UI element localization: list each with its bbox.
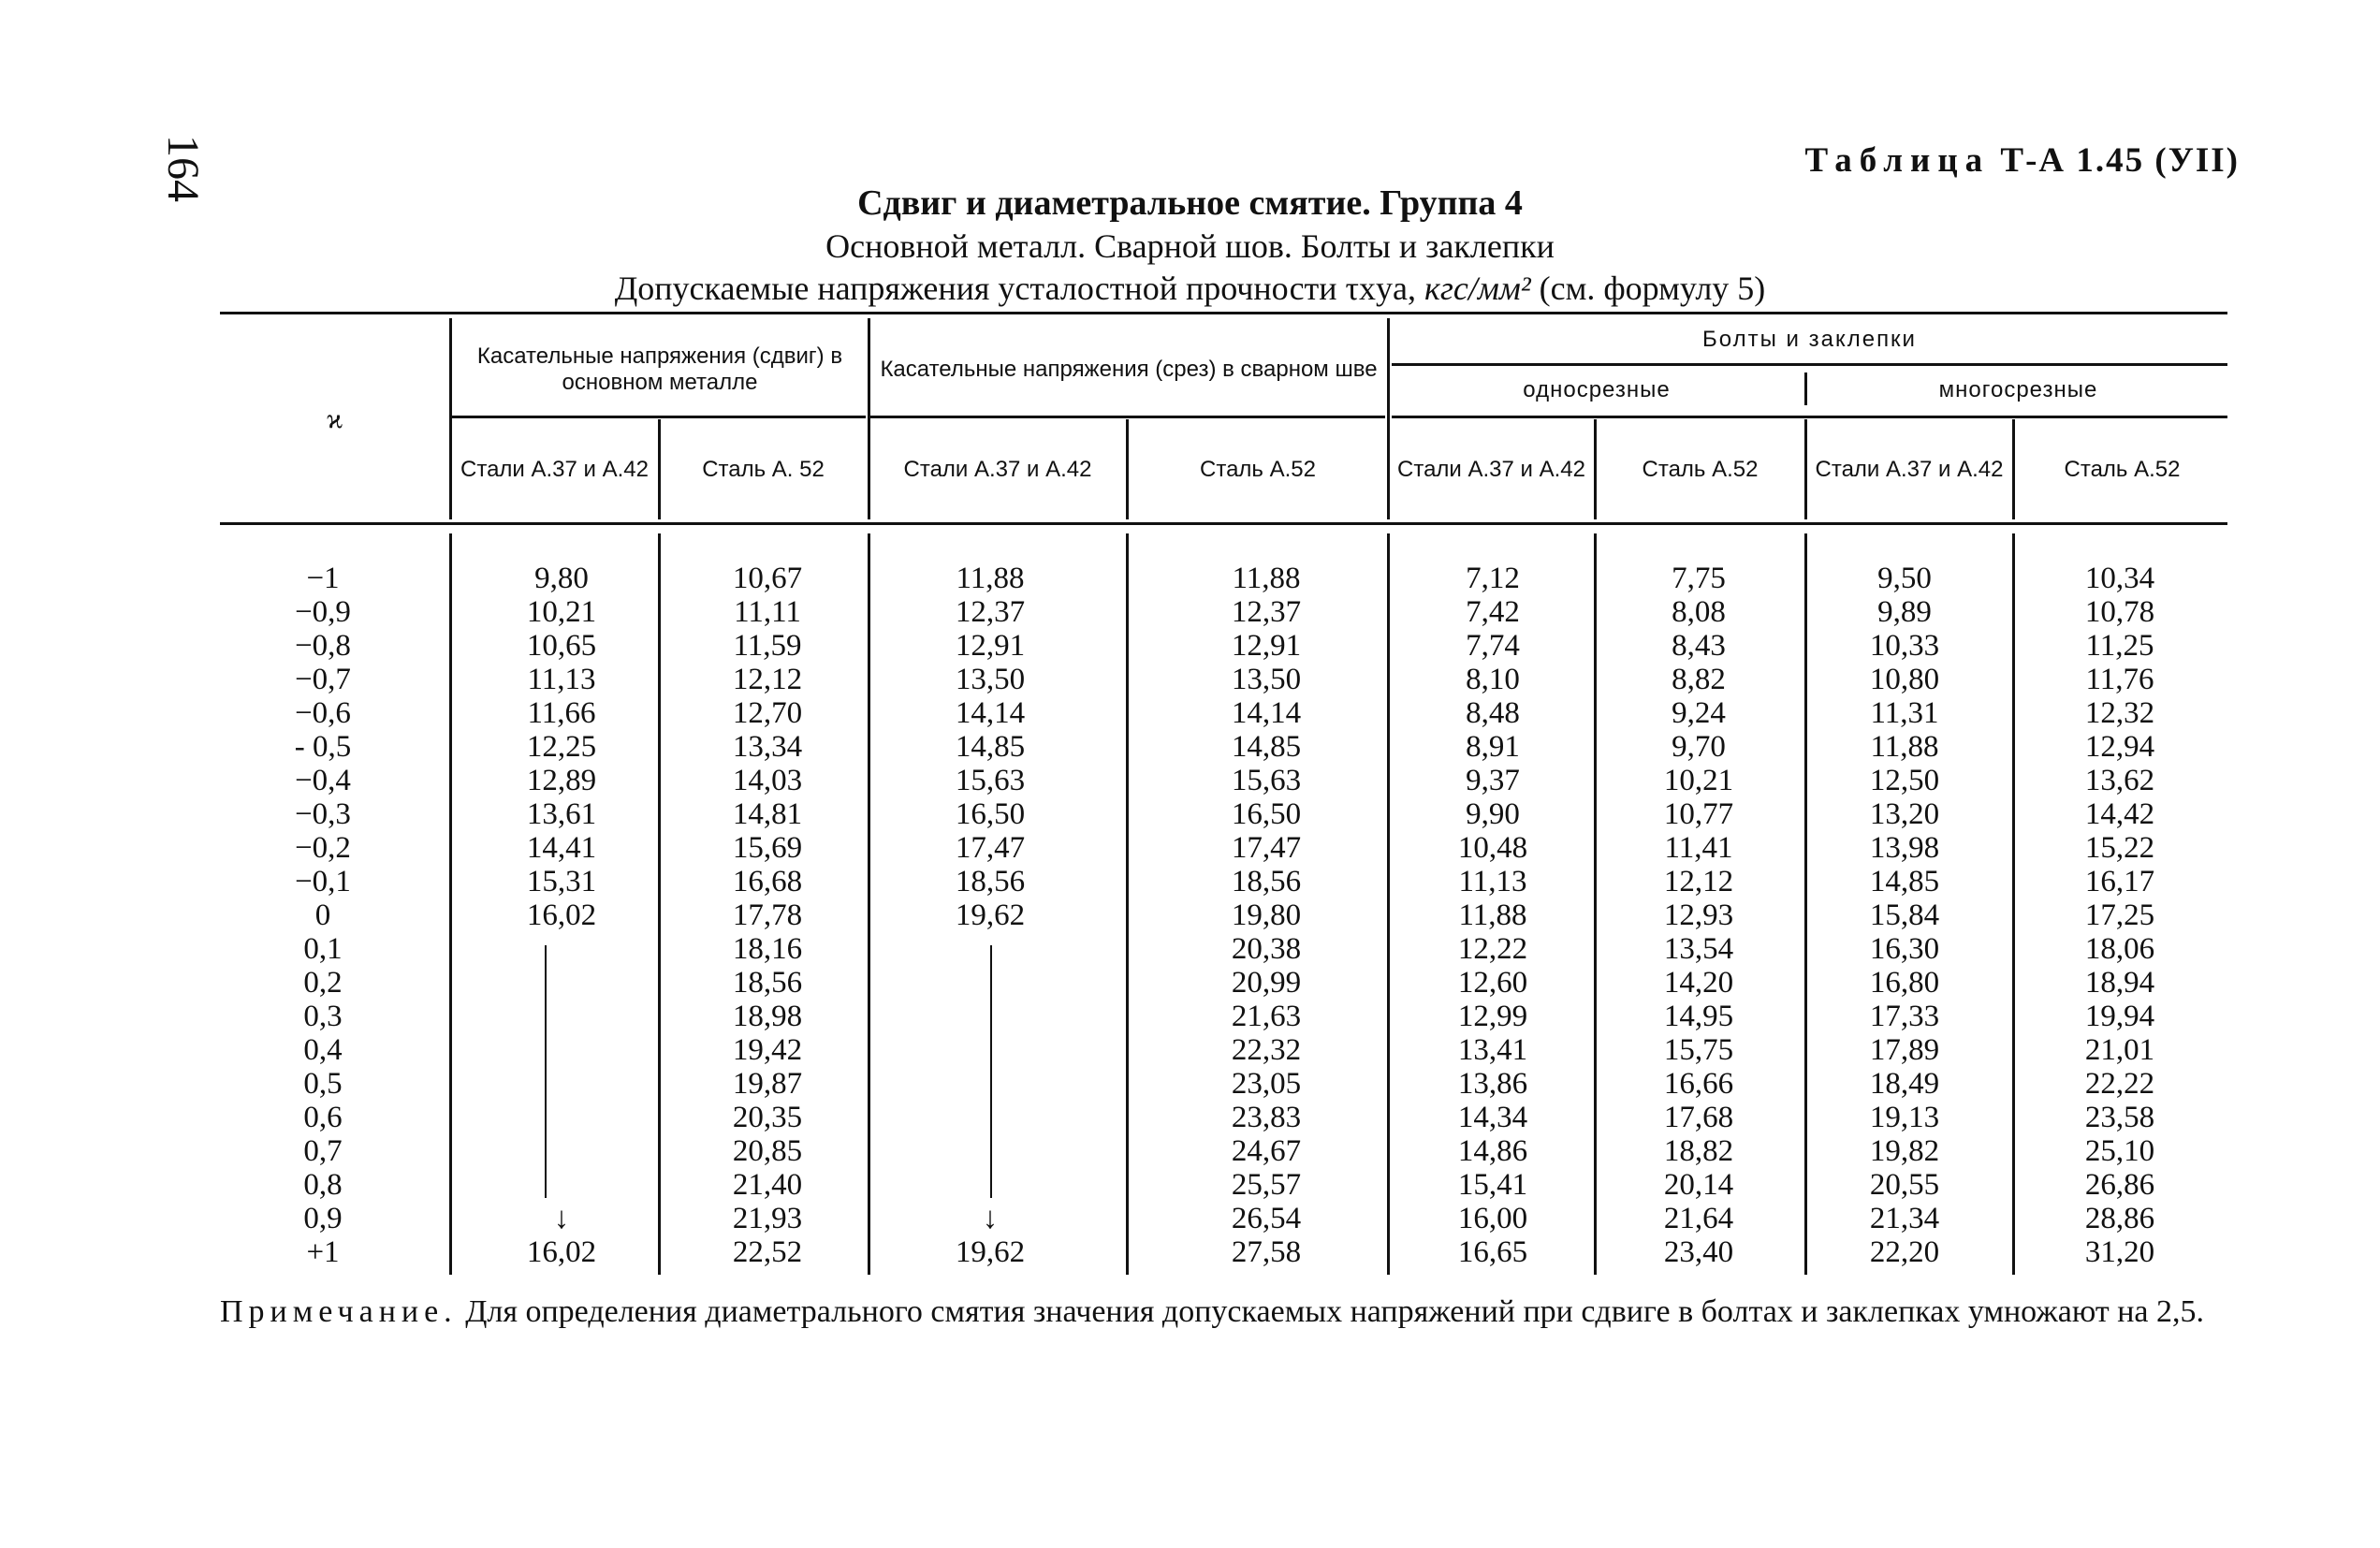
table-cell: 19,80: [1231, 898, 1302, 932]
table-cell: 0,3: [303, 1000, 343, 1033]
header-divider: [2012, 419, 2015, 519]
header-steel-52: Сталь А. 52: [702, 456, 825, 482]
header-steel-37-42: Стали А.37 и А.42: [1397, 456, 1585, 482]
table-cell: 13,98: [1869, 831, 1940, 865]
column-single-37-42: [1409, 562, 1577, 1269]
table-cell: 11,76: [2085, 663, 2154, 696]
body-divider: [658, 533, 661, 1275]
table-cell: [468, 932, 655, 966]
table-cell: 13,61: [526, 797, 597, 831]
table-cell: 15,75: [1663, 1033, 1734, 1067]
table-cell: 0,4: [303, 1033, 343, 1067]
table-cell: 12,12: [1663, 865, 1734, 898]
table-cell: 12,37: [1231, 595, 1302, 629]
table-cell: 13,34: [732, 730, 803, 764]
table-cell: 26,54: [1231, 1202, 1302, 1235]
table-cell: −0,3: [295, 797, 351, 831]
column-single-52: [1614, 562, 1783, 1269]
table-cell: 12,25: [526, 730, 597, 764]
table-cell: 16,66: [1663, 1067, 1734, 1101]
column-base-37-42: [468, 562, 655, 1269]
table-cell: [897, 1101, 1084, 1134]
table-cell: 13,50: [955, 663, 1026, 696]
table-number: [1804, 140, 2240, 181]
table-cell: 23,40: [1663, 1235, 1734, 1269]
header-kappa: ϰ: [327, 402, 343, 434]
table-cell: [468, 1101, 655, 1134]
table-cell: 19,82: [1869, 1134, 1940, 1168]
table-cell: 7,12: [1466, 562, 1520, 595]
header-divider: [1126, 419, 1129, 519]
table-cell: 0,9: [303, 1202, 343, 1235]
table-top-rule: [220, 312, 2227, 314]
header-shear-base: Касательные напряжения (сдвиг) в основном металле: [476, 343, 843, 395]
table-cell: 18,56: [955, 865, 1026, 898]
table-cell: 19,87: [732, 1067, 803, 1101]
note-text: Для определения диаметрального смятия значения допускаемых напряжений при сдвиге в болтах и заклепках умножают на 2,5.: [465, 1294, 2204, 1329]
table-cell: 26,86: [2084, 1168, 2155, 1202]
table-cell: 18,06: [2084, 932, 2155, 966]
column-base-52: [674, 562, 861, 1269]
table-cell: ↓: [553, 1202, 570, 1235]
table-cell: −0,4: [295, 764, 351, 797]
table-cell: 12,37: [955, 595, 1026, 629]
body-divider: [1594, 533, 1597, 1275]
table-cell: 18,98: [732, 1000, 803, 1033]
table-cell: 15,69: [732, 831, 803, 865]
table-cell: 11,88: [956, 562, 1025, 595]
table-cell: 9,80: [534, 562, 589, 595]
table-cell: 20,99: [1231, 966, 1302, 1000]
table-cell: 10,67: [732, 562, 803, 595]
table-cell: −1: [306, 562, 340, 595]
table-cell: 0,2: [303, 966, 343, 1000]
table-cell: 11,88: [1458, 898, 1527, 932]
table-cell: 12,12: [732, 663, 803, 696]
table-cell: 14,03: [732, 764, 803, 797]
table-cell: [897, 1168, 1084, 1202]
table-cell: 15,31: [526, 865, 597, 898]
table-cell: 18,82: [1663, 1134, 1734, 1168]
table-cell: 16,50: [955, 797, 1026, 831]
table-cell: 21,93: [732, 1202, 803, 1235]
table-cell: 15,84: [1869, 898, 1940, 932]
table-cell: 16,02: [526, 898, 597, 932]
table-cell: 12,32: [2084, 696, 2155, 730]
table-cell: 17,47: [1231, 831, 1302, 865]
table-cell: [897, 1067, 1084, 1101]
caption-units: кгс/мм²: [1424, 270, 1531, 307]
header-multi-shear: многосрезные: [1938, 377, 2098, 402]
caption-ref: (см. формулу 5): [1539, 270, 1766, 307]
table-cell: 27,58: [1231, 1235, 1302, 1269]
table-cell: 14,86: [1457, 1134, 1528, 1168]
header-single-shear: односрезные: [1523, 377, 1671, 402]
table-cell: 14,85: [955, 730, 1026, 764]
table-cell: 28,86: [2084, 1202, 2155, 1235]
table-cell: 10,33: [1869, 629, 1940, 663]
table-cell: 21,64: [1663, 1202, 1734, 1235]
table-cell: 14,85: [1231, 730, 1302, 764]
table-cell: 19,62: [955, 1235, 1026, 1269]
header-mid-rule-1: [449, 416, 866, 418]
table-cell: 12,94: [2084, 730, 2155, 764]
note-label: Примечание.: [220, 1294, 458, 1329]
table-cell: 20,55: [1869, 1168, 1940, 1202]
table-cell: −0,2: [295, 831, 351, 865]
header-mid-rule-2: [870, 416, 1385, 418]
table-cell: [468, 1067, 655, 1101]
table-cell: [468, 1168, 655, 1202]
table-cell: 10,48: [1457, 831, 1528, 865]
table-cell: 23,05: [1231, 1067, 1302, 1101]
table-cell: 17,89: [1869, 1033, 1940, 1067]
header-steel-37-42: Стали А.37 и А.42: [903, 456, 1092, 482]
table-cell: −0,7: [295, 663, 351, 696]
table-cell: 14,41: [526, 831, 597, 865]
table-cell: 8,48: [1466, 696, 1520, 730]
table-cell: 0,6: [303, 1101, 343, 1134]
table-cell: 16,68: [732, 865, 803, 898]
table-cell: 17,47: [955, 831, 1026, 865]
table-cell: 16,65: [1457, 1235, 1528, 1269]
bolts-group-rule: [1392, 363, 2227, 366]
table-cell: [897, 1033, 1084, 1067]
table-cell: 15,22: [2084, 831, 2155, 865]
table-cell: [897, 966, 1084, 1000]
table-cell: 11,25: [2085, 629, 2154, 663]
table-cell: −0,8: [295, 629, 351, 663]
header-mid-rule-3: [1392, 416, 2227, 418]
table-title: Сдвиг и диаметральное смятие. Группа 4: [857, 183, 1523, 223]
body-divider: [1387, 533, 1390, 1275]
table-cell: 11,13: [1458, 865, 1527, 898]
column-kappa: [239, 562, 407, 1269]
table-cell: 13,86: [1457, 1067, 1528, 1101]
table-cell: 9,50: [1877, 562, 1932, 595]
header-bottom-rule: [220, 522, 2227, 525]
table-cell: 10,78: [2084, 595, 2155, 629]
table-cell: 19,13: [1869, 1101, 1940, 1134]
table-cell: 11,11: [734, 595, 801, 629]
table-cell: 7,74: [1466, 629, 1520, 663]
table-cell: 16,17: [2084, 865, 2155, 898]
table-cell: 12,50: [1869, 764, 1940, 797]
table-cell: 13,54: [1663, 932, 1734, 966]
table-cell: 25,57: [1231, 1168, 1302, 1202]
table-cell: 11,41: [1664, 831, 1733, 865]
table-cell: 7,75: [1672, 562, 1726, 595]
table-caption: [0, 269, 2380, 308]
table-cell: 9,24: [1672, 696, 1726, 730]
table-cell: 13,50: [1231, 663, 1302, 696]
table-cell: 14,34: [1457, 1101, 1528, 1134]
table-cell: [897, 1134, 1084, 1168]
table-cell: 11,31: [1870, 696, 1939, 730]
table-cell: 19,62: [955, 898, 1026, 932]
table-cell: 9,37: [1466, 764, 1520, 797]
table-cell: 11,88: [1232, 562, 1301, 595]
table-cell: 12,22: [1457, 932, 1528, 966]
table-cell: −0,9: [295, 595, 351, 629]
table-cell: 8,43: [1672, 629, 1726, 663]
table-cell: 0: [314, 898, 331, 932]
table-note: [220, 1292, 2227, 1333]
table-cell: 13,41: [1457, 1033, 1528, 1067]
table-cell: 13,62: [2084, 764, 2155, 797]
body-divider: [2012, 533, 2015, 1275]
table-cell: 21,01: [2084, 1033, 2155, 1067]
body-divider: [449, 533, 452, 1275]
table-cell: [468, 966, 655, 1000]
table-cell: 16,00: [1457, 1202, 1528, 1235]
table-cell: 18,49: [1869, 1067, 1940, 1101]
table-cell: 12,91: [1231, 629, 1302, 663]
table-cell: 11,66: [527, 696, 596, 730]
table-cell: 10,21: [526, 595, 597, 629]
table-cell: 17,68: [1663, 1101, 1734, 1134]
table-cell: 9,90: [1466, 797, 1520, 831]
table-cell: 12,91: [955, 629, 1026, 663]
table-cell: [468, 1033, 655, 1067]
table-cell: 14,14: [1231, 696, 1302, 730]
body-divider: [1804, 533, 1807, 1275]
header-steel-37-42: Стали А.37 и А.42: [460, 456, 649, 482]
table-cell: 15,63: [1231, 764, 1302, 797]
table-cell: 23,58: [2084, 1101, 2155, 1134]
table-cell: 12,93: [1663, 898, 1734, 932]
table-cell: 10,65: [526, 629, 597, 663]
table-cell: 13,20: [1869, 797, 1940, 831]
table-cell: 18,56: [1231, 865, 1302, 898]
table-cell: 21,40: [732, 1168, 803, 1202]
table-cell: 9,89: [1877, 595, 1932, 629]
table-cell: 31,20: [2084, 1235, 2155, 1269]
table-cell: [468, 1134, 655, 1168]
table-cell: 16,02: [526, 1235, 597, 1269]
table-cell: 10,34: [2084, 562, 2155, 595]
caption-text: Допускаемые напряжения усталостной прочности τxya,: [614, 270, 1416, 307]
table-cell: 11,59: [733, 629, 802, 663]
table-cell: - 0,5: [294, 730, 352, 764]
table-cell: 12,99: [1457, 1000, 1528, 1033]
table-cell: 10,80: [1869, 663, 1940, 696]
table-subtitle: Основной металл. Сварной шов. Болты и заклепки: [825, 227, 1555, 265]
column-weld-52: [1173, 562, 1360, 1269]
table-number-prefix: Таблица: [1804, 141, 1991, 180]
table-cell: [468, 1000, 655, 1033]
table-number-code: Т-А 1.45 (УII): [2000, 141, 2240, 180]
table-cell: 17,78: [732, 898, 803, 932]
table-cell: 14,14: [955, 696, 1026, 730]
table-cell: 11,13: [527, 663, 596, 696]
header-shear-weld: Касательные напряжения (срез) в сварном шве: [880, 357, 1378, 382]
table-cell: 25,10: [2084, 1134, 2155, 1168]
table-cell: 20,85: [732, 1134, 803, 1168]
header-steel-52: Сталь А.52: [1200, 456, 1316, 482]
column-multi-52: [2026, 562, 2213, 1269]
table-cell: 17,25: [2084, 898, 2155, 932]
table-cell: 15,63: [955, 764, 1026, 797]
table-cell: 23,83: [1231, 1101, 1302, 1134]
table-cell: 14,81: [732, 797, 803, 831]
header-divider: [1387, 318, 1390, 519]
table-cell: 0,7: [303, 1134, 343, 1168]
table-cell: +1: [306, 1235, 340, 1269]
table-cell: 8,91: [1466, 730, 1520, 764]
table-cell: 16,50: [1231, 797, 1302, 831]
header-bolts: Болты и заклепки: [1702, 327, 1917, 352]
table-cell: 0,5: [303, 1067, 343, 1101]
table-cell: 18,94: [2084, 966, 2155, 1000]
table-cell: 11,88: [1870, 730, 1939, 764]
table-cell: 8,82: [1672, 663, 1726, 696]
table-cell: 21,34: [1869, 1202, 1940, 1235]
table-cell: 24,67: [1231, 1134, 1302, 1168]
table-cell: 19,42: [732, 1033, 803, 1067]
header-steel-37-42: Стали А.37 и А.42: [1815, 456, 2004, 482]
table-cell: 17,33: [1869, 1000, 1940, 1033]
table-cell: 14,42: [2084, 797, 2155, 831]
table-cell: 15,41: [1457, 1168, 1528, 1202]
table-cell: ↓: [982, 1202, 999, 1235]
table-cell: 10,21: [1663, 764, 1734, 797]
table-cell: 8,10: [1466, 663, 1520, 696]
table-cell: 12,70: [732, 696, 803, 730]
table-cell: 14,20: [1663, 966, 1734, 1000]
table-cell: 22,32: [1231, 1033, 1302, 1067]
table-cell: −0,6: [295, 696, 351, 730]
table-cell: 14,95: [1663, 1000, 1734, 1033]
table-cell: 10,77: [1663, 797, 1734, 831]
table-cell: 0,8: [303, 1168, 343, 1202]
header-divider: [1804, 372, 1807, 405]
table-cell: 14,85: [1869, 865, 1940, 898]
table-cell: 20,14: [1663, 1168, 1734, 1202]
table-cell: [897, 932, 1084, 966]
table-cell: 20,35: [732, 1101, 803, 1134]
table-cell: 19,94: [2084, 1000, 2155, 1033]
table-cell: 22,22: [2084, 1067, 2155, 1101]
table-cell: 21,63: [1231, 1000, 1302, 1033]
table-cell: 12,60: [1457, 966, 1528, 1000]
body-divider: [868, 533, 870, 1275]
table-cell: 7,42: [1466, 595, 1520, 629]
table-cell: −0,1: [295, 865, 351, 898]
header-divider: [1594, 419, 1597, 519]
table-cell: [897, 1000, 1084, 1033]
table-cell: 22,20: [1869, 1235, 1940, 1269]
column-multi-37-42: [1820, 562, 1989, 1269]
table-cell: 16,80: [1869, 966, 1940, 1000]
table-cell: 22,52: [732, 1235, 803, 1269]
table-cell: 12,89: [526, 764, 597, 797]
table-cell: 18,56: [732, 966, 803, 1000]
header-divider: [658, 419, 661, 519]
body-divider: [1126, 533, 1129, 1275]
table-cell: 0,1: [303, 932, 343, 966]
header-divider: [449, 318, 452, 519]
table-cell: 8,08: [1672, 595, 1726, 629]
table-cell: 20,38: [1231, 932, 1302, 966]
header-steel-52: Сталь А.52: [2064, 456, 2181, 482]
table-cell: 18,16: [732, 932, 803, 966]
table-cell: 16,30: [1869, 932, 1940, 966]
header-steel-52: Сталь А.52: [1642, 456, 1759, 482]
page-number: 164: [158, 135, 208, 202]
header-divider: [1804, 419, 1807, 519]
column-weld-37-42: [897, 562, 1084, 1269]
table-cell: 9,70: [1672, 730, 1726, 764]
header-divider: [868, 318, 870, 519]
